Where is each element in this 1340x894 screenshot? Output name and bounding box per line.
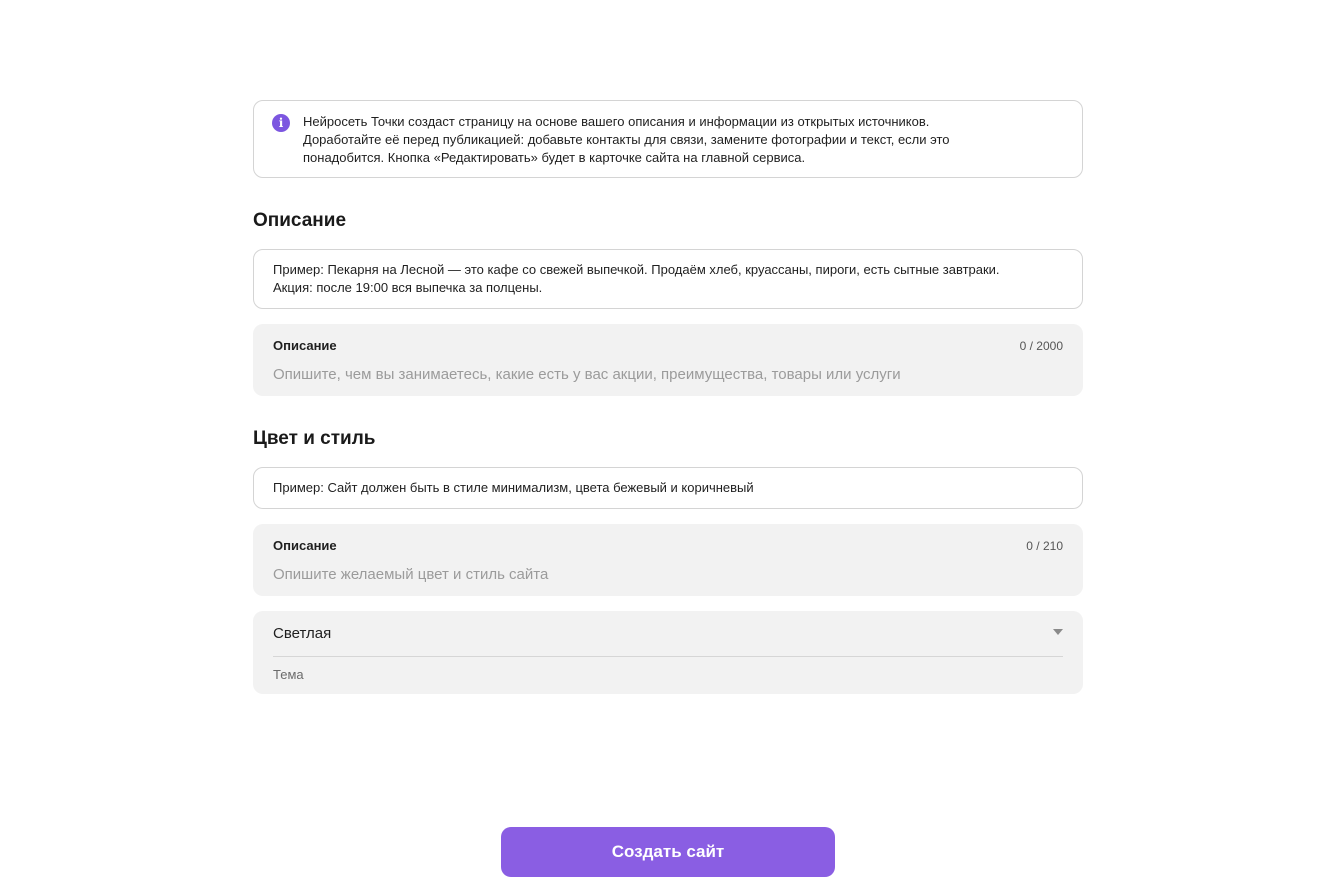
chevron-down-icon[interactable] — [1053, 629, 1063, 635]
description-example-line-2: Акция: после 19:00 вся выпечка за полцены. — [273, 280, 543, 295]
style-example — [253, 467, 1083, 509]
style-field-label: Описание — [273, 538, 337, 553]
style-char-counter: 0 / 210 — [1026, 539, 1063, 553]
theme-selected-value: Светлая — [273, 625, 332, 642]
info-line-2: Доработайте её перед публикацией: добавьте контакты для связи, замените фотографии и текст, если это — [303, 132, 950, 147]
style-field[interactable] — [253, 524, 1083, 596]
theme-divider — [273, 656, 1063, 657]
create-site-button[interactable]: Создать сайт — [501, 827, 835, 877]
style-example-text: Пример: Сайт должен быть в стиле минимализм, цвета бежевый и коричневый — [273, 480, 754, 495]
theme-caption: Тема — [273, 667, 304, 682]
description-input[interactable] — [273, 366, 1063, 383]
description-example — [253, 249, 1083, 309]
description-field-label: Описание — [273, 338, 337, 353]
theme-select[interactable] — [253, 611, 1083, 694]
info-text — [303, 113, 1043, 167]
info-line-3: понадобится. Кнопка «Редактировать» будет в карточке сайта на главной сервиса. — [303, 150, 806, 165]
style-input[interactable] — [273, 566, 1063, 583]
description-example-line-1: Пример: Пекарня на Лесной — это кафе со свежей выпечкой. Продаём хлеб, круассаны, пироги, есть сытные завтраки. — [273, 262, 1000, 277]
info-line-1: Нейросеть Точки создаст страницу на основе вашего описания и информации из открытых источников. — [303, 114, 930, 129]
info-icon: i — [272, 114, 290, 132]
description-section-title: Описание — [253, 210, 347, 231]
form-content — [253, 100, 1083, 694]
description-char-counter: 0 / 2000 — [1019, 339, 1063, 353]
info-banner — [253, 100, 1083, 178]
description-field[interactable] — [253, 324, 1083, 396]
style-section-title: Цвет и стиль — [253, 428, 376, 449]
